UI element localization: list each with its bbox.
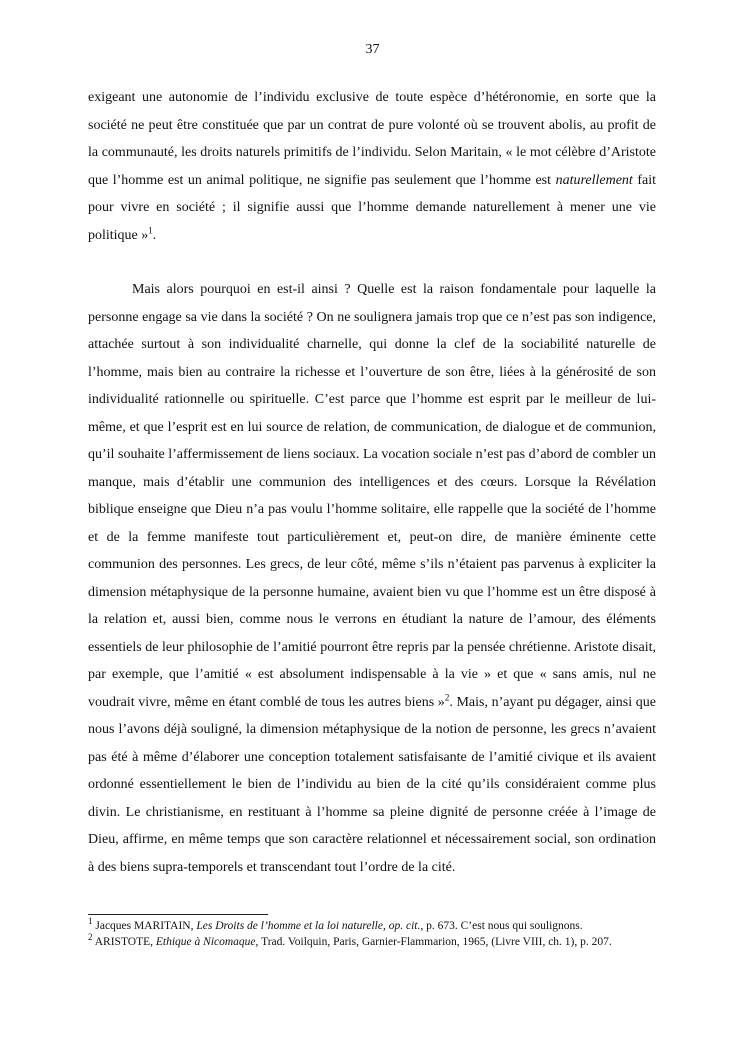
footnote-2-text-a: ARISTOTE, <box>92 936 156 948</box>
footnote-ref-2: 2 <box>444 691 450 702</box>
footnote-2 <box>88 934 656 950</box>
paragraph-2-text-b: . Mais, n’ayant pu dégager, ainsi que nous l’avons déjà souligné, la dimension métaphysique de la notion de personne, les grecs n’avaient pas été à même d’élaborer une conception totalement satisfaisante de l’amitié civique et ils avaient ordonné essentiellement le bien de l’individu au bien de la cité qu’ils considéraient comme plus divin. Le christianisme, en restituant à l’homme sa pleine dignité de personne créée à l’image de Dieu, affirme, en même temps que son caractère relationnel et nécessairement social, son ordination à des biens supra-temporels et transcendant tout l’ordre de la cité. <box>88 694 656 875</box>
paragraph-2-text-a: Mais alors pourquoi en est-il ainsi ? Quelle est la raison fondamentale pour laquelle la personne engage sa vie dans la société ? On ne soulignera jamais trop que ce n’est pas son indigence, attachée surtout à son individualité charnelle, qui donne la clef de la sociabilité naturelle de l’homme, mais bien au contraire la richesse et l’ouverture de son être, liées à la générosité de son individualité rationnelle ou spirituelle. C’est parce que l’homme est esprit par le meilleur de lui-même, et que l’esprit est en lui source de relation, de communication, de dialogue et de communion, qu’il souhaite l’affermissement de liens sociaux. La vocation sociale n’est pas d’abord de combler un manque, mais d’établir une communion des intelligences et des cœurs. Lorsque la Révélation biblique enseigne que Dieu n’a pas voulu l’homme solitaire, elle rappelle que la société de l’homme et de la femme manifeste tout particulièrement et, peut-on dire, de manière éminente cette communion des personnes. Les grecs, de leur côté, même s’ils n’étaient pas parvenus à expliciter la dimension métaphysique de la personne humaine, avaient bien vu que l’homme est un être disposé à la relation et, aussi bien, comme nous le verrons en étudiant la nature de l’amour, des éléments essentiels de leur philosophie de l’amitié pourront être repris par la pensée chrétienne. Aristote disait, par exemple, que l’amitié « est absolument indispensable à la vie » et que « sans amis, nul ne voudrait vivre, même en étant comblé de tous les autres biens » <box>88 282 656 710</box>
footnote-2-title: Ethique à Nicomaque <box>155 936 256 948</box>
footnote-1-text-a: Jacques MARITAIN, <box>92 920 197 932</box>
paragraph-2 <box>88 276 656 881</box>
footnote-1-number: 1 <box>88 916 93 927</box>
page-number: 37 <box>365 42 380 57</box>
footnote-1-title: Les Droits de l’homme et la loi naturelle, op. cit., <box>196 920 424 932</box>
footnote-2-number: 2 <box>88 932 93 943</box>
paragraph-1-text-b: fait pour vivre en société ; il signifie aussi que l’homme demande naturellement à mener une vie politique » <box>88 172 657 243</box>
footnote-1 <box>88 918 656 934</box>
paragraph-1 <box>88 84 656 249</box>
footnote-2-text-b: , Trad. Voilquin, Paris, Garnier-Flammarion, 1965, (Livre VIII, ch. 1), p. 207. <box>255 936 612 948</box>
paragraph-1-text-a: exigeant une autonomie de l’individu exclusive de toute espèce d’hétéronomie, en sorte que la société ne peut être constituée que par un contrat de pure volonté où se trouvent abolis, au profit de la communauté, les droits naturels primitifs de l’individu. Selon Maritain, « le mot célèbre d’Aristote que l’homme est un animal politique, ne signifie pas seulement que l’homme est <box>88 90 656 188</box>
footnotes <box>88 918 656 950</box>
footnote-ref-1: 1 <box>148 224 153 235</box>
paragraph-1-end: . <box>152 227 157 243</box>
footnote-1-text-b: p. 673. C’est nous qui soulignons. <box>423 920 583 932</box>
footnote-separator <box>88 914 268 915</box>
body-text <box>88 84 656 881</box>
paragraph-1-emphasis: naturellement <box>555 172 633 188</box>
